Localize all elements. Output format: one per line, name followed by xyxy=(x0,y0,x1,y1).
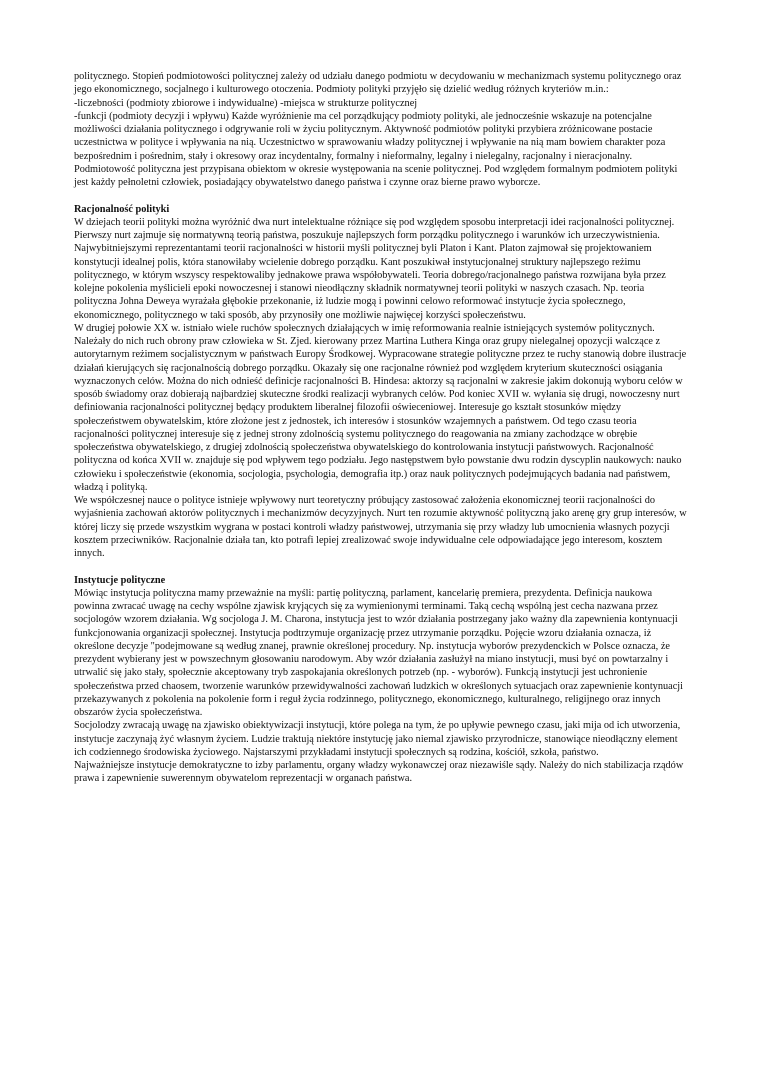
section1-paragraph-1: W dziejach teorii polityki można wyróżnić dwa nurt intelektualne różniące się pod względem sposobu interpretacji idei racjonalności politycznej. xyxy=(74,216,675,228)
section-spacer xyxy=(74,189,688,202)
intro-paragraph-3: -funkcji (podmioty decyzji i wpływu) Każde wyróżnienie ma cel porządkujący podmioty polityki, ale jednocześnie wskazuje na potencjalne możliwości działania politycznego i odgrywanie roli w życiu politycznym. Aktywność podmiotów polityki przybiera zróżnicowane postacie uczestnictwa w polityce i wpływania na nią. Uczestnictwo w sprawowaniu władzy politycznej i wpływanie na nią mam bowiem charakter poza bezpośrednim i pośrednim, stały i okresowy oraz incydentalny, formalny i nieformalny, legalny i nielegalny, racjonalny i nieracjonalny. Podmiotowość polityczna jest przypisana obiektom w okresie występowania na scenie politycznej. Pod względem formalnym podmiotem polityki jest każdy pełnoletni człowiek, posiadający obywatelstwo danego państwa i czynne oraz bierne prawo wyborcze. xyxy=(74,110,678,188)
document-page xyxy=(74,70,688,786)
section-heading-racjonalnosc: Racjonalność polityki xyxy=(74,203,170,215)
section1-paragraph-4: We współczesnej nauce o polityce istnieje wpływowy nurt teoretyczny próbujący zastosować założenia ekonomicznej teorii racjonalności do wyjaśnienia zachowań aktorów politycznych i mechanizmów decyzyjnych. Nurt ten rozumie aktywność polityczną jako arenę gry grup interesów, w której liczy się przede wszystkim wygrana w postaci kontroli władzy państwowej, utrzymania się przy władzy lub umocnienia własnych pozycji kosztem przeciwników. Racjonalnie działa tan, kto potrafi lepiej zrealizować swoje indywidualne cele odpowiadające jego interesom, kosztem innych. xyxy=(74,495,687,559)
section2-paragraph-1: Mówiąc instytucja polityczna mamy przeważnie na myśli: partię polityczną, parlament, kancelarię premiera, prezydenta. Definicja naukowa powinna zwracać uwagę na cechy wspólne zjawisk kryjących się za wymienionymi terminami. Taką cechą wspólną jest cecha nazwana przez socjologów wzorem działania. Wg socjologa J. M. Charona, instytucja jest to wzór działania postrzegany jako ważny dla zapewnienia kontynuacji funkcjonowania organizacji społecznej. Instytucja podtrzymuje organizację przez utrzymanie porządku. Pojęcie wzoru działania oznacza, iż określone decyzje "podejmowane są według znanej, prawnie określonej procedury. Np. instytucja wyborów prezydenckich w Polsce oznacza, że prezydent wybierany jest w powszechnym głosowaniu narodowym. Aby wzór działania zasłużył na miano instytucji, musi być on powtarzalny i utrwalić się jako stały, społecznie akceptowany tryb zaspokajania określonych potrzeb (np. - wyborów). Funkcją instytucji jest uchronienie społeczeństwa przed chaosem, tworzenie warunków przewidywalności zachowań ludzkich w określonych sytuacjach oraz zapewnienie kontynuacji przekazywanych z pokolenia na pokolenie form i reguł życia rodzinnego, politycznego, ekonomicznego, kulturalnego, religijnego oraz innych obszarów życia społeczeństwa. xyxy=(74,587,683,718)
section-spacer xyxy=(74,560,688,573)
section-heading-instytucje: Instytucje polityczne xyxy=(74,574,166,586)
intro-paragraph-1: politycznego. Stopień podmiotowości politycznej zależy od udziału danego podmiotu w decydowaniu w mechanizmach systemu politycznego oraz jego ekonomicznego, socjalnego i kulturowego otoczenia. Podmioty polityki przyjęło się dzielić według różnych kryteriów m.in.: xyxy=(74,71,682,96)
section2-paragraph-3: Najważniejsze instytucje demokratyczne to izby parlamentu, organy władzy wykonawczej oraz niezawiśle sądy. Należy do nich stabilizacja rządów prawa i zapewnienie suwerennym obywatelom reprezentacji w organach państwa. xyxy=(74,760,684,785)
intro-paragraph-2: -liczebności (podmioty zbiorowe i indywidualne) -miejsca w strukturze politycznej xyxy=(74,97,418,109)
section2-paragraph-2: Socjolodzy zwracają uwagę na zjawisko obiektywizacji instytucji, które polega na tym, że po upływie pewnego czasu, jaki mija od ich utworzenia, instytucje zaczynają żyć własnym życiem. Ludzie traktują niektóre instytucję jako niemal zjawisko przyrodnicze, stanowiące nieodłączny element ich codziennego środowiska życiowego. Najstarszymi przykładami instytucji społecznych są rodzina, kościół, szkoła, państwo. xyxy=(74,720,681,758)
section1-paragraph-3: W drugiej połowie XX w. istniało wiele ruchów społecznych działających w imię reformowania realnie istniejących systemów politycznych. Należały do nich ruch obrony praw człowieka w St. Zjed. kierowany przez Martina Luthera Kinga oraz grupy nielegalnej opozycji walczące z autorytarnym reżimem socjalistycznym w państwach Europy Środkowej. Wypracowane strategie polityczne przez te ruchy stanowią dobre ilustracje działań kierujących się racjonalnością dobrego porządku. Okazały się one racjonalne również pod względem kryterium skuteczności osiągania wyznaczonych celów. Można do nich odnieść definicje racjonalności B. Hindesa: aktorzy są racjonalni w zakresie jakim dokonują wyboru celów w sposób świadomy oraz dobierają najbardziej skuteczne środki realizacji wybranych celów. Pod koniec XVII w. wyłania się drugi, nowoczesny nurt definiowania racjonalności politycznej będący produktem liberalnej filozofii oświeceniowej. Interesuje go kształt stosunków między społeczeństwem obywatelskim, które złożone jest z jednostek, ich interesów i stosunków wzajemnych a państwem. Od tego czasu teoria racjonalności politycznej interesuje się z jednej strony zdolnością systemu politycznego do reagowania na zmiany zachodzące w obrębie społeczeństwa obywatelskiego, z drugiej zdolnością społeczeństwa obywatelskiego do kontrolowania instytucji państwowych. Racjonalność polityczna od końca XVII w. znajduje się pod wpływem tego podziału. Jego następstwem było powstanie dwu rodzin dyscyplin naukowych: nauko człowieku i społeczeństwie (ekonomia, socjologia, psychologia, demografia itp.) oraz nauk politycznych podejmujących badania nad państwem, władzą i polityką. xyxy=(74,322,687,493)
section1-paragraph-2: Pierwszy nurt zajmuje się normatywną teorią państwa, poszukuje najlepszych form porządku politycznego i warunków ich urzeczywistnienia. Najwybitniejszymi reprezentantami teorii racjonalności w historii myśli politycznej byli Platon i Kant. Platon zajmował się projektowaniem konstytucji idealnej polis, która stanowiłaby wcielenie dobrego porządku. Kant poszukiwał instytucjonalnej struktury najlepszego reżimu politycznego, w którym wszyscy respektowaliby jednakowe prawa współobywateli. Teoria dobrego/racjonalnego państwa rozwijana była przez kolejne pokolenia myślicieli epoki nowoczesnej i stanowi nieodłączny składnik normatywnej teorii polityki w naszych czasach. Np. teoria polityczna Johna Deweya wyrażała głębokie przekonanie, iż ludzie mogą i powinni celowo reformować instytucje życia społecznego, ekonomicznego, politycznego w taki sposób, aby przynosiły one możliwie najwięcej korzyści społeczeństwu. xyxy=(74,230,666,321)
